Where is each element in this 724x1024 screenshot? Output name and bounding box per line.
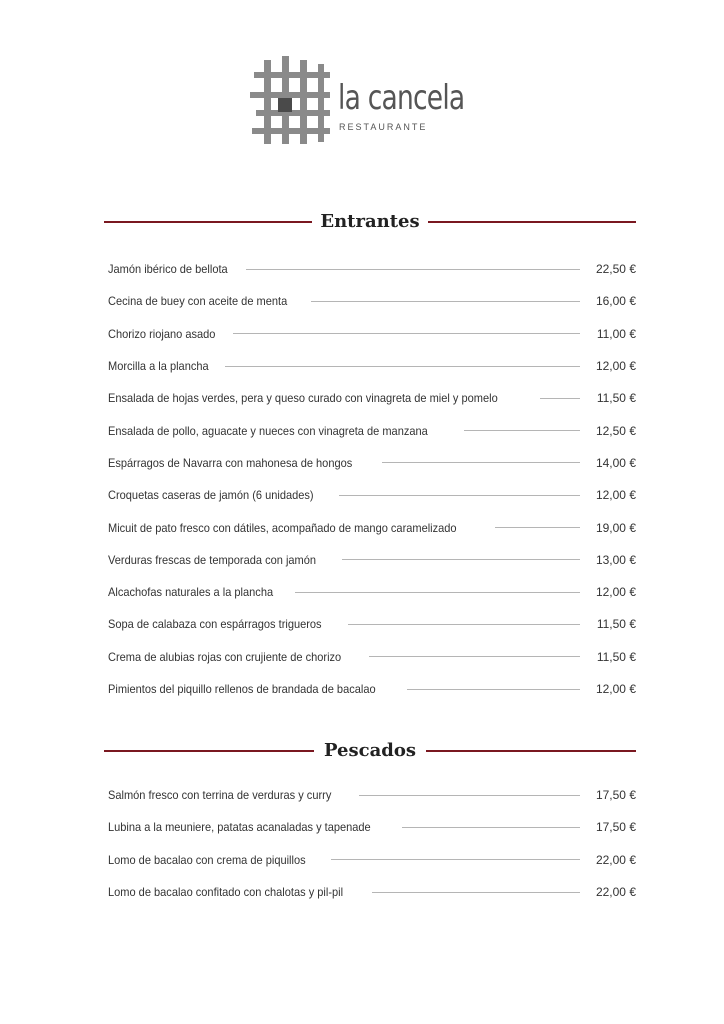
menu-item-name: Crema de alubias rojas con crujiente de chorizo	[108, 649, 342, 664]
menu-item	[108, 876, 636, 908]
menu-item-price: 16,00 €	[595, 294, 636, 309]
section-title: Entrantes	[320, 211, 420, 232]
leader-line	[348, 624, 580, 625]
menu-item-name: Lomo de bacalao confitado con chalotas y pil-pil	[108, 885, 344, 900]
menu-item-price: 14,00 €	[595, 455, 636, 470]
menu-item-price: 17,50 €	[595, 788, 636, 803]
menu-item-list	[108, 253, 636, 705]
gate-grid-icon	[248, 56, 336, 148]
leader-line	[311, 301, 580, 302]
leader-line	[342, 559, 580, 560]
menu-item	[108, 673, 636, 705]
menu-item-name: Sopa de calabaza con espárragos trigueros	[108, 617, 322, 632]
menu-item	[108, 641, 636, 673]
leader-line	[372, 892, 581, 893]
menu-item-price: 12,00 €	[595, 488, 636, 503]
restaurant-logo	[248, 56, 465, 148]
leader-line	[540, 398, 580, 399]
menu-item	[108, 414, 636, 446]
menu-item-name: Alcachofas naturales a la plancha	[108, 585, 274, 600]
menu-item-name: Morcilla a la plancha	[108, 359, 209, 374]
menu-item	[108, 844, 636, 876]
menu-item-price: 11,50 €	[596, 617, 636, 632]
menu-item-name: Salmón fresco con terrina de verduras y curry	[108, 788, 332, 803]
leader-line	[246, 269, 580, 270]
leader-line	[369, 656, 580, 657]
menu-item-price: 12,00 €	[595, 585, 636, 600]
menu-item-price: 22,00 €	[595, 885, 636, 900]
leader-line	[295, 592, 580, 593]
menu-item-price: 11,50 €	[596, 391, 636, 406]
menu-item	[108, 479, 636, 511]
section-entrantes	[104, 208, 636, 696]
section-header	[104, 737, 636, 765]
menu-item	[108, 811, 636, 843]
menu-item-name: Cecina de buey con aceite de menta	[108, 294, 288, 309]
menu-item-price: 12,50 €	[595, 423, 636, 438]
menu-item-name: Jamón ibérico de bellota	[108, 262, 228, 277]
menu-item-list	[108, 779, 636, 908]
menu-item-name: Chorizo riojano asado	[108, 326, 216, 341]
menu-item	[108, 447, 636, 479]
logo-subtitle: RESTAURANTE	[339, 122, 428, 132]
menu-item	[108, 779, 636, 811]
menu-item-price: 11,00 €	[596, 326, 636, 341]
leader-line	[464, 430, 580, 431]
menu-item-name: Ensalada de pollo, aguacate y nueces con vinagreta de manzana	[108, 423, 428, 438]
menu-item-price: 22,50 €	[595, 262, 636, 277]
menu-item-name: Lomo de bacalao con crema de piquillos	[108, 852, 306, 867]
menu-item	[108, 285, 636, 317]
leader-line	[339, 495, 580, 496]
leader-line	[225, 366, 580, 367]
menu-item	[108, 511, 636, 543]
leader-line	[233, 333, 580, 334]
menu-item-price: 12,00 €	[595, 359, 636, 374]
leader-line	[382, 462, 581, 463]
menu-item	[108, 608, 636, 640]
menu-item-price: 17,50 €	[595, 820, 636, 835]
leader-line	[402, 827, 580, 828]
header-rule-right	[428, 221, 636, 223]
section-pescados	[104, 737, 636, 900]
menu-item-name: Pimientos del piquillo rellenos de brandada de bacalao	[108, 682, 376, 696]
menu-item	[108, 576, 636, 608]
menu-item-price: 13,00 €	[595, 552, 636, 567]
leader-line	[495, 527, 580, 528]
menu-item	[108, 544, 636, 576]
section-title: Pescados	[324, 740, 416, 761]
menu-item-price: 11,50 €	[596, 649, 636, 664]
menu-item-name: Croquetas caseras de jamón (6 unidades)	[108, 488, 314, 503]
section-header	[104, 208, 636, 236]
menu-item	[108, 253, 636, 285]
menu-item	[108, 382, 636, 414]
menu-item-name: Lubina a la meuniere, patatas acanaladas y tapenade	[108, 820, 371, 835]
leader-line	[359, 795, 580, 796]
leader-line	[331, 859, 580, 860]
menu-item-name: Espárragos de Navarra con mahonesa de hongos	[108, 455, 353, 470]
menu-item-name: Verduras frescas de temporada con jamón	[108, 552, 317, 567]
menu-item-name: Ensalada de hojas verdes, pera y queso curado con vinagreta de miel y pomelo	[108, 391, 498, 406]
menu-item-price: 19,00 €	[595, 520, 636, 535]
menu-item-price: 12,00 €	[595, 682, 636, 696]
header-rule-right	[426, 750, 636, 752]
menu-item	[108, 318, 636, 350]
menu-item	[108, 350, 636, 382]
menu-item-name: Micuit de pato fresco con dátiles, acompañado de mango caramelizado	[108, 520, 457, 535]
menu-item-price: 22,00 €	[595, 852, 636, 867]
logo-name: la cancela	[338, 78, 465, 118]
leader-line	[407, 689, 580, 690]
